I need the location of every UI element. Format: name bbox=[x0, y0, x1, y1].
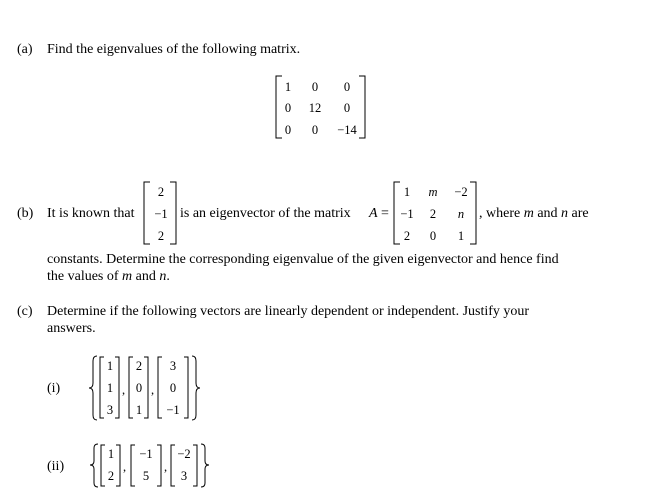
text: . bbox=[166, 269, 170, 284]
matrix-a-cell: 0 bbox=[284, 123, 292, 137]
part-c-line-2: answers. bbox=[47, 321, 96, 336]
vector-entry: 1 bbox=[135, 403, 143, 417]
vector-entry: −2 bbox=[177, 447, 191, 461]
matrix-b-cell: 1 bbox=[403, 185, 411, 199]
part-a-label: (a) bbox=[17, 42, 33, 57]
matrix-a-cell: 0 bbox=[343, 80, 351, 94]
matrix-a-cell: 0 bbox=[284, 101, 292, 115]
text: are bbox=[568, 206, 589, 221]
matrix-b-cell: n bbox=[457, 207, 465, 221]
matrix-b-cell: m bbox=[428, 185, 438, 199]
vector-entry: 0 bbox=[169, 381, 177, 395]
matrix-a-cell: 0 bbox=[311, 80, 319, 94]
part-b-text-1: It is known that bbox=[47, 206, 135, 221]
vector-entry: 1 bbox=[107, 447, 115, 461]
matrix-b-cell: 1 bbox=[457, 229, 465, 243]
vector-entry: −1 bbox=[154, 207, 168, 221]
vector-entry: 3 bbox=[106, 403, 114, 417]
vector-entry: −1 bbox=[166, 403, 180, 417]
vector-entry: 1 bbox=[106, 359, 114, 373]
vector-entry: −1 bbox=[139, 447, 153, 461]
vector-entry: 2 bbox=[107, 469, 115, 483]
part-b-line-3 bbox=[47, 268, 170, 285]
matrix-b-cell: 2 bbox=[429, 207, 437, 221]
matrix-b-cell: 2 bbox=[403, 229, 411, 243]
vector-entry: 2 bbox=[157, 229, 165, 243]
part-b-text-3 bbox=[479, 205, 589, 222]
equals-sign: = bbox=[381, 206, 389, 221]
matrix-a-cell: −14 bbox=[337, 123, 357, 137]
comma: , bbox=[122, 383, 126, 397]
vector-entry: 1 bbox=[106, 381, 114, 395]
part-c-ii-label: (ii) bbox=[47, 459, 65, 474]
right-brace bbox=[191, 356, 201, 421]
matrix-b-cell: −1 bbox=[400, 207, 414, 221]
matrix-a-cell: 12 bbox=[308, 101, 322, 115]
part-c-label: (c) bbox=[17, 304, 33, 319]
part-a-question: Find the eigenvalues of the following matrix. bbox=[47, 42, 301, 57]
vector-entry: 0 bbox=[135, 381, 143, 395]
part-b-label: (b) bbox=[17, 206, 34, 221]
left-brace bbox=[88, 356, 98, 421]
var-n: n bbox=[159, 269, 167, 284]
text: the values of bbox=[47, 269, 123, 284]
comma: , bbox=[151, 383, 155, 397]
var-m: m bbox=[122, 269, 133, 284]
text: and bbox=[132, 269, 160, 284]
right-bracket bbox=[359, 76, 367, 139]
part-c-line-1: Determine if the following vectors are linearly dependent or independent. Justify your bbox=[47, 304, 530, 319]
left-brace bbox=[89, 444, 99, 488]
right-brace bbox=[200, 444, 210, 488]
vector-entry: 3 bbox=[180, 469, 188, 483]
comma: , bbox=[164, 460, 168, 474]
matrix-a-cell: 0 bbox=[343, 101, 351, 115]
vector-entry: 3 bbox=[169, 359, 177, 373]
vector-entry: 2 bbox=[135, 359, 143, 373]
part-b-line-2: constants. Determine the corresponding eigenvalue of the given eigenvector and hence find bbox=[47, 252, 559, 267]
var-m: m bbox=[523, 206, 534, 221]
matrix-name: A bbox=[369, 206, 378, 221]
text: and bbox=[533, 206, 562, 221]
vector-entry: 5 bbox=[142, 469, 150, 483]
matrix-b-cell: 0 bbox=[429, 229, 437, 243]
part-b-text-2: is an eigenvector of the matrix bbox=[180, 206, 351, 221]
matrix-a-cell: 1 bbox=[284, 80, 292, 94]
comma: , bbox=[123, 460, 127, 474]
vector-entry: 2 bbox=[157, 185, 165, 199]
matrix-a-cell: 0 bbox=[311, 123, 319, 137]
matrix-b-cell: −2 bbox=[454, 185, 468, 199]
var-n: n bbox=[561, 206, 569, 221]
text: , where bbox=[479, 206, 524, 221]
part-c-i-label: (i) bbox=[47, 381, 61, 396]
